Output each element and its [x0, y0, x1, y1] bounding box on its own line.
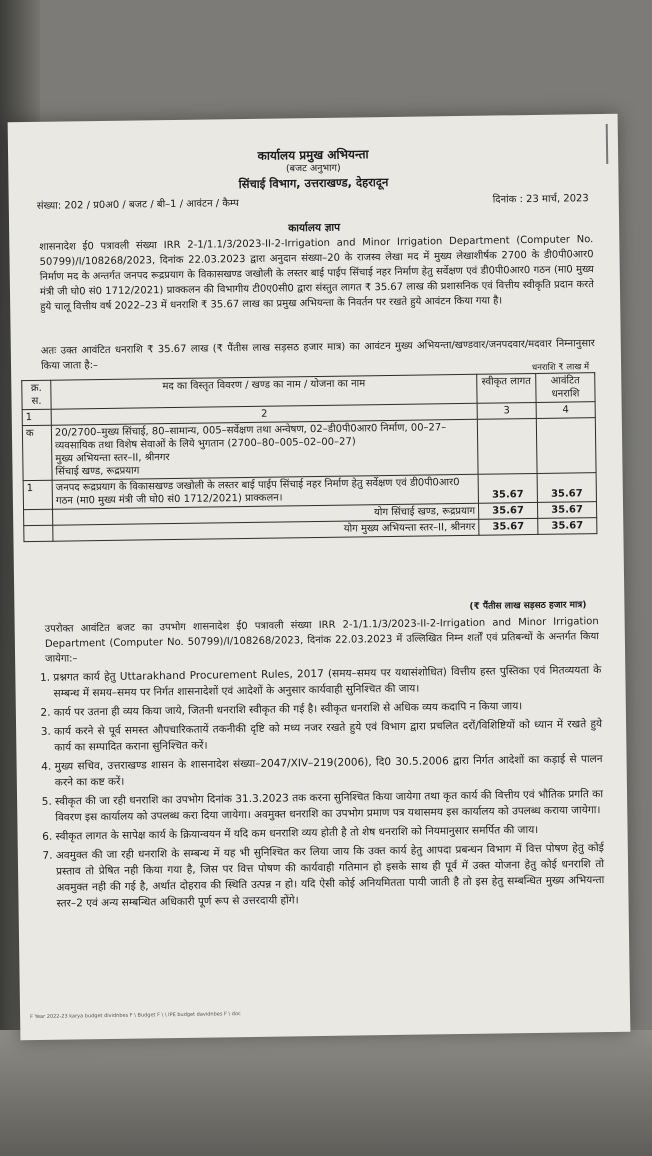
- colnum-2: 2: [51, 403, 477, 425]
- row-sno: 1: [23, 480, 52, 509]
- division-total-allotted: 35.67: [537, 502, 596, 519]
- condition-item: 5. स्वीकृत की जा रही धनराशि का उपभोग दिनांक 31.3.2023 तक करना सुनिश्चित किया जायेगा तथा कृत कार्य की वित्तीय एवं भौतिक प्रगति का विवरण इस कार्यालय को उपलब्ध करा दिया जायेगा। अवमुक्त धनराशि का उपभोग प्रमाण पत्र यथासमय इस कार्यालय को उपलब्ध कराया जायेगा।: [55, 786, 603, 826]
- colnum-1: 1: [22, 409, 51, 425]
- chief-engineer-level: मुख्य अभियन्ता स्तर–II, श्रीनगर: [55, 452, 170, 465]
- division-name: सिंचाई खण्ड, रूद्रप्रयाग: [55, 465, 140, 478]
- division-total-label: योग सिंचाई खण्ड, रूद्रप्रयाग: [53, 503, 479, 525]
- condition-item: 6. स्वीकृत लागत के सापेक्ष कार्य के क्रियान्वयन में यदि कम धनराशि व्यय होती है तो शेष धनराशि को नियमानुसार समर्पित की जाय।: [55, 821, 603, 845]
- ce-total-label: योग मुख्य अभियन्ता स्तर–II, श्रीनगर: [53, 519, 479, 541]
- condition-item: 4. मुख्य सचिव, उत्तराखण्ड शासन के शासनादेश संख्या–2047/XIV–219(2006), दि0 30.5.2006 द्वारा निर्गत आदेशों का कड़ाई से पालन करने का कष्ट करें।: [55, 751, 603, 791]
- allotment-table: [21, 372, 597, 542]
- row-sanctioned: 35.67: [478, 473, 537, 503]
- department-name: सिंचाई विभाग, उत्तराखण्ड, देहरादून: [238, 174, 389, 192]
- amount-in-words: (₹ पैंतीस लाख सड़सठ हजार मात्र): [469, 600, 587, 612]
- division-total-sanctioned: 35.67: [478, 502, 537, 519]
- head-of-account: 20/2700–मुख्य सिंचाई, 80–सामान्य, 005–सर्वेक्षण तथा अन्वेषण, 02–डी0पी0आर0 निर्माण, 00–27–व्यवसायिक तथा विशेष सेवाओं के लिये भुगतान (2700–80–005–02–00–27): [54, 422, 447, 452]
- header-sanctioned: स्वीकृत लागत: [477, 373, 536, 403]
- office-name: कार्यालय प्रमुख अभियन्ता: [257, 147, 369, 163]
- file-path-footer: F Year 2022-23 karya budget dividnbes F \ Budget F \ \ IPE budget davidnbes F \ doc: [30, 1011, 241, 1021]
- colnum-4: 4: [536, 402, 595, 419]
- condition-item: 3. कार्य करने से पूर्व समस्त औपचारिकतायें तकनीकी दृष्टि को मध्य नजर रखते हुये एवं विभाग द्वारा प्रचलित दरों/विशिष्टियों को ध्यान में रखते हुये कार्य का सम्पादित कराना सुनिश्चित करें।: [54, 716, 602, 756]
- condition-item: 2. कार्य पर उतना ही व्यय किया जाये, जितनी धनराशि स्वीकृत की गई है। स्वीकृत धनराशि से अधिक व्यय कदापि न किया जाय।: [54, 697, 602, 721]
- row-ka-label: क: [22, 425, 52, 480]
- conditions-intro: उपरोक्त आवंटित बजट का उपभोग शासनादेश ई0 पत्रावली संख्या IRR 2-1/1.1/3/2023-II-2-Irrigation and Minor Irrigation Department (Computer No. 50799)/I/108268/2023, दिनांक 22.03.2023 में उल्लिखित निम्न शर्तों एवं प्रतिबन्धों के अन्तर्गत किया जायेगा:–: [44, 616, 599, 665]
- condition-item: 7. अवमुक्त की जा रही धनराशि के सम्बन्ध में यह भी सुनिश्चित कर लिया जाय कि उक्त कार्य हेतु आपदा प्रबन्धन विभाग में वित्त पोषण हेतु कोई प्रस्ताव तो प्रेषित नही किया गया है, जिस पर वित्त पोषण की कार्यवाही गतिमान हो इसके साथ ही पूर्व में उक्त योजना हेतु कोई धनराशि तो अवमुक्त नही की गई है, अर्थात दोहराव की स्थिति उत्पन्न न हो। यदि ऐसी कोई अनियमितता पायी जाती है तो इस हेतु सम्बन्धित मुख्य अभियन्ता स्तर–2 एवं अन्य सम्बन्धित अधिकारी पूर्ण रूप से उत्तरदायी होंगे।: [56, 840, 605, 912]
- reference-number: संख्या: 202 / प्र0अ0 / बजट / बी–1 / आवंटन / कैम्प: [36, 198, 239, 212]
- document-page: [8, 114, 631, 1040]
- header-allotted: आवंटित धनराशि: [536, 373, 595, 403]
- header-description: मद का विस्तृत विवरण / खण्ड का नाम / योजना का नाम: [51, 374, 477, 409]
- amount-unit-note: धनराशि ₹ लाख में: [531, 362, 590, 374]
- intro-paragraph: शासनादेश ई0 पत्रावली संख्या IRR 2-1/1.1/3/2023-II-2-Irrigation and Minor Irrigation Department (Computer No. 50799)/I/108268/2023, दिनांक 22.03.2023 द्वारा अनुदान संख्या–20 के राजस्व लेखा मद में मुख्य लेखाशीर्षक 2700 के डी0पी0आर0 निर्माण मद के अन्तर्गत जनपद रूद्रप्रयाग के विकासखण्ड जखोली के लस्तर बाई पाईप सिंचाई नहर निर्माण हेतु सर्वेक्षण एवं डी0पी0आर0 गठन (मा0 मुख्य मंत्री जी घो0 सं0 1712/2021) प्राक्कलन की विभागीय टी0ए0सी0 द्वारा संस्तुत लागत ₹ 35.67 लाख की प्रशासनिक एवं वित्तीय स्वीकृति प्रदान करते हुये चालू वित्तीय वर्ष 2022–23 में धनराशि ₹ 35.67 लाख का प्रमुख अभियन्ता के निवर्तन पर रखते हुये आवंटन किया गया है।: [39, 234, 595, 313]
- table-row-head: [22, 418, 596, 481]
- ce-total-sanctioned: 35.67: [479, 518, 538, 535]
- conditions-list: [27, 662, 604, 915]
- allotment-paragraph: अतः उक्त आवंटित धनराशि ₹ 35.67 लाख (₹ पैंतीस लाख सड़सठ हजार मात्र) का आवंटन मुख्य अभियन्ता/खण्डवार/जनपदवार/मदवार निम्नानुसार किया जाता है:–: [40, 338, 595, 372]
- ce-total-allotted: 35.67: [538, 518, 597, 535]
- colnum-3: 3: [477, 402, 536, 419]
- issue-date: दिनांक : 23 मार्च, 2023: [492, 193, 589, 206]
- memo-title: कार्यालय ज्ञाप: [288, 221, 341, 235]
- row-allotted: 35.67: [537, 473, 596, 503]
- header-sno: क्र. स.: [22, 380, 51, 409]
- scheme-description: जनपद रूद्रप्रयाग के विकासखण्ड जखोली के लस्तर बाई पाईप सिंचाई नहर निर्माण हेतु सर्वेक्षण एवं डी0पी0आर0 गठन (मा0 मुख्य मंत्री जी घो0 सं0 1712/2021) प्राक्कलन।: [52, 474, 478, 509]
- section-name: (बजट अनुभाग): [285, 162, 341, 175]
- condition-item: 1. प्रश्नगत कार्य हेतु Uttarakhand Procurement Rules, 2017 (समय–समय पर यथासंशोधित) वित्तीय हस्त पुस्तिका एवं मितव्ययता के सम्बन्ध में समय–समय पर निर्गत शासनादेशों एवं आदेशों के अनुसार कार्यवाही सुनिश्चित की जाय।: [53, 662, 601, 702]
- background-bottom: [0, 1030, 652, 1156]
